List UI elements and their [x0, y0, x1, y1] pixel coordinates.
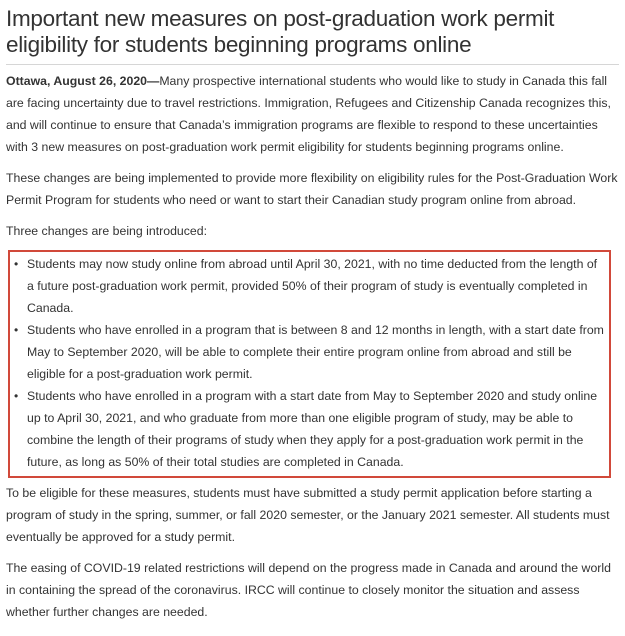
change-text-3: Students who have enrolled in a program with a start date from May to September 2020 and study online up to April 30, 2021, and who graduate from more than one eligible program of study, may be able to combine the length of their programs of study when they apply for a post-graduation work permit in the future, as long as 50% of their total studies are completed in Canada.: [27, 389, 598, 469]
dateline-text: Ottawa, August 26, 2020: [6, 74, 148, 88]
change-text-1: Students may now study online from abroad until April 30, 2021, with no time deducted from the length of a future post-graduation work permit, provided 50% of their program of study is eventually completed in Canada.: [27, 257, 598, 315]
bullet-icon: •: [14, 257, 19, 271]
bullet-icon: •: [14, 323, 19, 337]
flexibility-paragraph: These changes are being implemented to provide more flexibility on eligibility rules for the Post-Graduation Work Permit Program for students who need or want to start their Canadian study program online from abroad.: [6, 171, 618, 207]
eligibility-paragraph: To be eligible for these measures, students must have submitted a study permit application before starting a program of study in the spring, summer, or fall 2020 semester, or the January 2021 semester. All students must eventually be approved for a study permit.: [6, 486, 610, 544]
highlighted-changes-box: [8, 250, 611, 478]
dateline-separator: —: [147, 74, 160, 88]
intro-paragraph: [6, 70, 619, 158]
change-item-2: [13, 319, 607, 385]
bullet-icon: •: [14, 389, 19, 403]
change-item-3: [13, 385, 607, 473]
dateline: [6, 74, 159, 88]
page-title: Important new measures on post-graduation work permit eligibility for students beginning programs online: [6, 6, 619, 65]
change-text-2: Students who have enrolled in a program that is between 8 and 12 months in length, with a start date from May to September 2020, will be able to complete their entire program online from abroad and still be eligible for a post-graduation work permit.: [27, 323, 604, 381]
changes-list: [13, 253, 607, 473]
covid-paragraph: The easing of COVID-19 related restrictions will depend on the progress made in Canada and around the world in containing the spread of the coronavirus. IRCC will continue to closely monitor the situation and assess whether further changes are needed.: [6, 561, 611, 619]
intro-text: Many prospective international students who would like to study in Canada this fall are facing uncertainty due to travel restrictions. Immigration, Refugees and Citizenship Canada recognizes this, and will continue to ensure that Canada’s immigration programs are flexible to respond to these uncertainties with 3 new measures on post-graduation work permit eligibility for students beginning programs online.: [6, 74, 611, 154]
change-item-1: [13, 253, 607, 319]
changes-intro: Three changes are being introduced:: [6, 224, 207, 238]
